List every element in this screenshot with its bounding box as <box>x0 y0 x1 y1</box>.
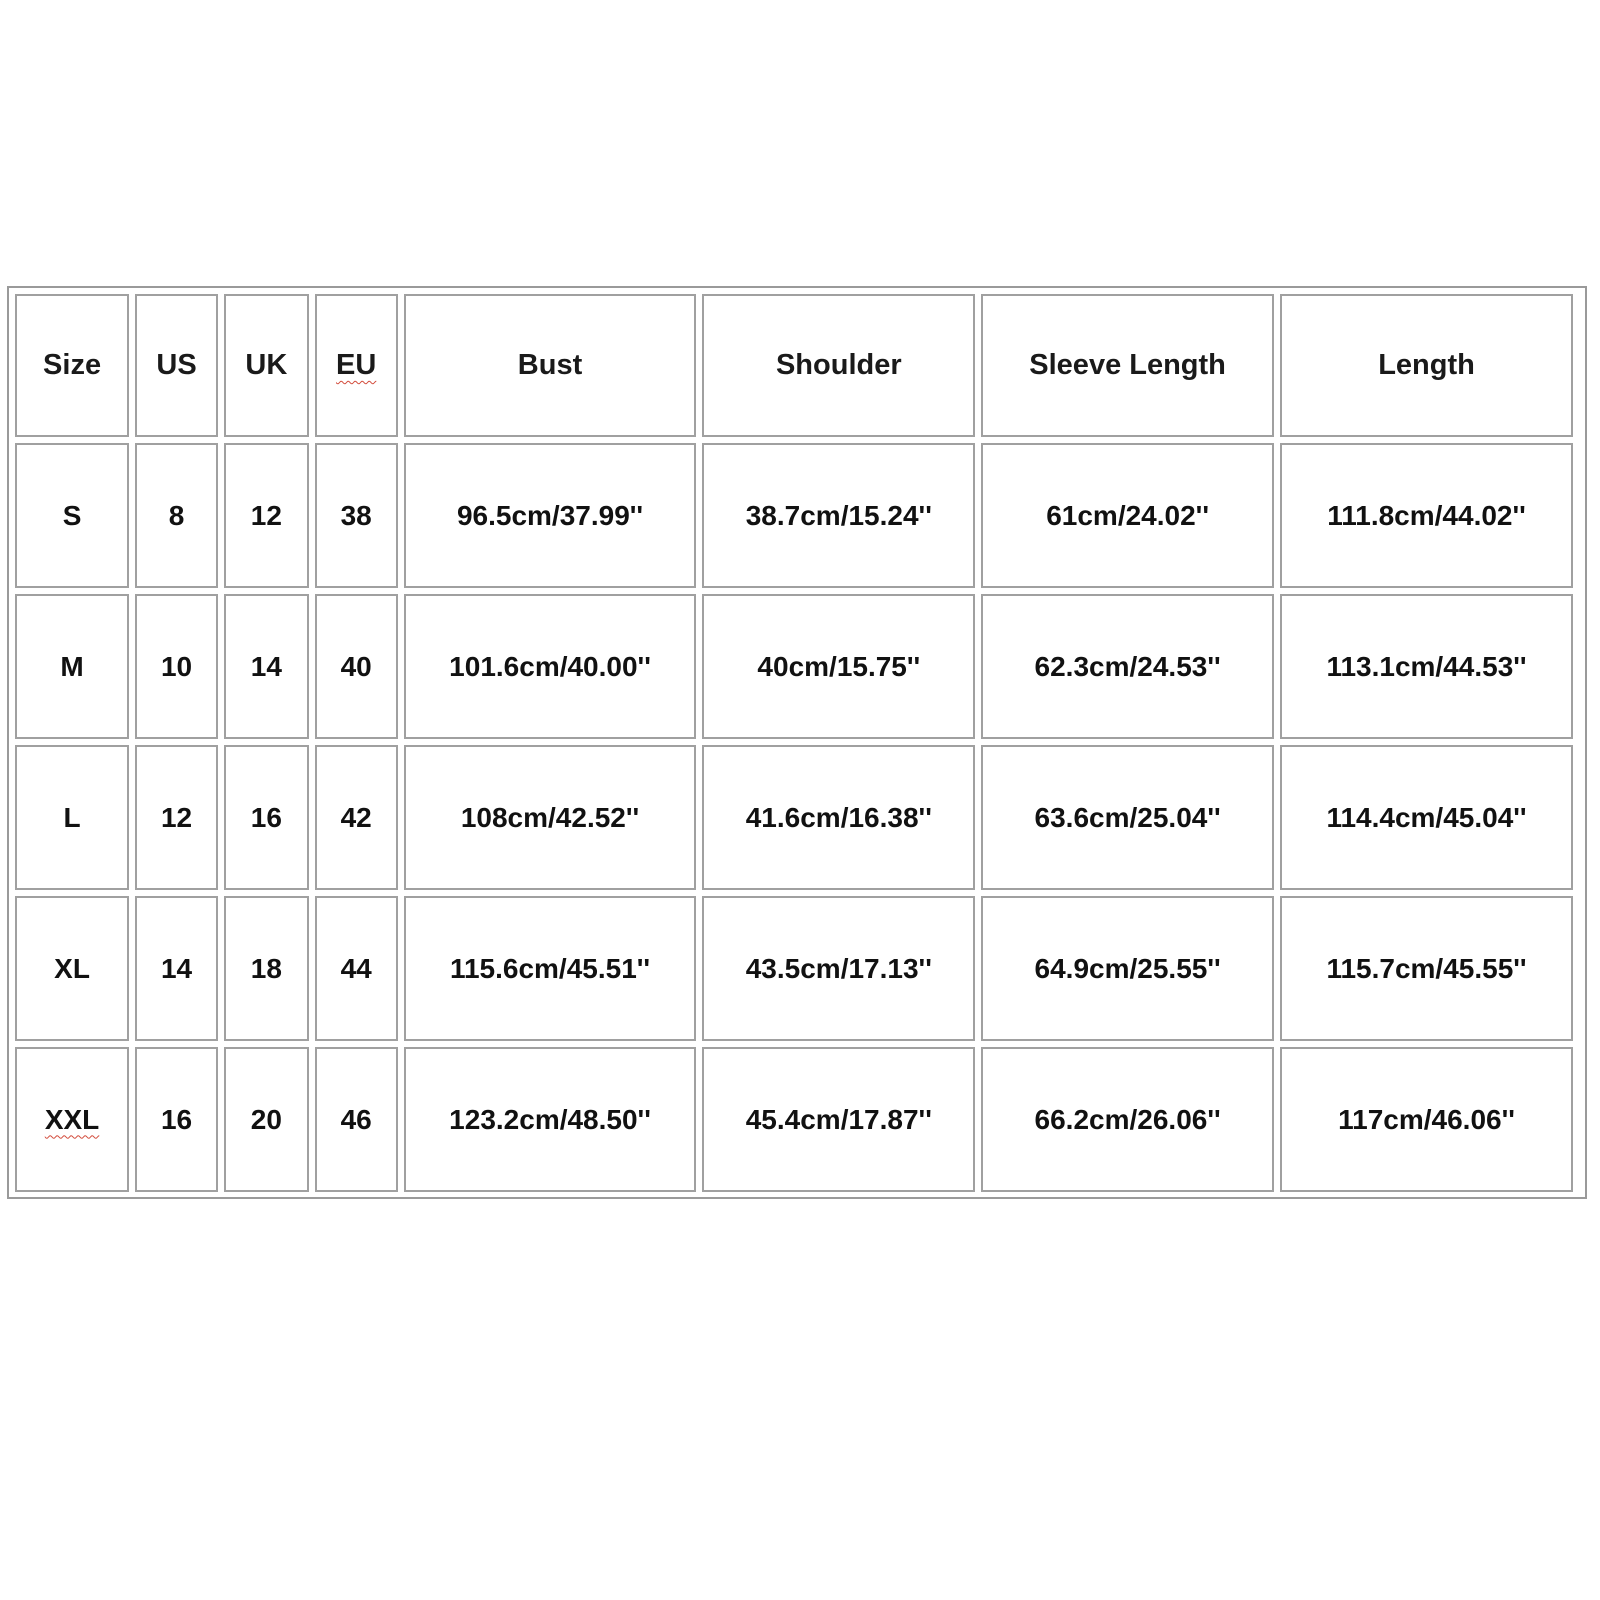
cell-sleeve-length: 62.3cm/24.53'' <box>981 594 1274 739</box>
cell-uk: 12 <box>224 443 309 588</box>
cell-shoulder: 41.6cm/16.38'' <box>702 745 975 890</box>
header-eu-label: EU <box>336 349 377 381</box>
cell-bust: 96.5cm/37.99'' <box>404 443 697 588</box>
header-us: US <box>135 294 218 437</box>
cell-uk: 14 <box>224 594 309 739</box>
cell-eu: 38 <box>315 443 398 588</box>
header-row <box>15 294 1573 437</box>
cell-us: 10 <box>135 594 218 739</box>
cell-bust: 115.6cm/45.51'' <box>404 896 697 1041</box>
cell-uk: 20 <box>224 1047 309 1192</box>
cell-sleeve-length: 64.9cm/25.55'' <box>981 896 1274 1041</box>
cell-uk: 18 <box>224 896 309 1041</box>
cell-size: M <box>15 594 129 739</box>
cell-shoulder: 38.7cm/15.24'' <box>702 443 975 588</box>
table-row <box>15 896 1573 1041</box>
header-shoulder: Shoulder <box>702 294 975 437</box>
size-chart-frame <box>7 286 1587 1199</box>
header-bust: Bust <box>404 294 697 437</box>
cell-size: XL <box>15 896 129 1041</box>
table-row <box>15 594 1573 739</box>
cell-us: 14 <box>135 896 218 1041</box>
cell-size-label: XXL <box>44 1103 100 1135</box>
cell-size <box>15 1047 129 1192</box>
cell-bust: 101.6cm/40.00'' <box>404 594 697 739</box>
cell-eu: 46 <box>315 1047 398 1192</box>
cell-shoulder: 45.4cm/17.87'' <box>702 1047 975 1192</box>
cell-length: 117cm/46.06'' <box>1280 1047 1573 1192</box>
cell-size: S <box>15 443 129 588</box>
cell-us: 12 <box>135 745 218 890</box>
cell-length: 115.7cm/45.55'' <box>1280 896 1573 1041</box>
size-chart-table <box>9 288 1579 1198</box>
table-row <box>15 1047 1573 1192</box>
cell-uk: 16 <box>224 745 309 890</box>
table-row <box>15 443 1573 588</box>
cell-length: 114.4cm/45.04'' <box>1280 745 1573 890</box>
cell-us: 16 <box>135 1047 218 1192</box>
cell-bust: 123.2cm/48.50'' <box>404 1047 697 1192</box>
table-row <box>15 745 1573 890</box>
cell-eu: 44 <box>315 896 398 1041</box>
cell-sleeve-length: 61cm/24.02'' <box>981 443 1274 588</box>
cell-length: 111.8cm/44.02'' <box>1280 443 1573 588</box>
cell-shoulder: 40cm/15.75'' <box>702 594 975 739</box>
cell-eu: 40 <box>315 594 398 739</box>
header-length: Length <box>1280 294 1573 437</box>
cell-length: 113.1cm/44.53'' <box>1280 594 1573 739</box>
cell-eu: 42 <box>315 745 398 890</box>
cell-us: 8 <box>135 443 218 588</box>
header-sleeve-length: Sleeve Length <box>981 294 1274 437</box>
cell-bust: 108cm/42.52'' <box>404 745 697 890</box>
cell-sleeve-length: 66.2cm/26.06'' <box>981 1047 1274 1192</box>
cell-sleeve-length: 63.6cm/25.04'' <box>981 745 1274 890</box>
cell-shoulder: 43.5cm/17.13'' <box>702 896 975 1041</box>
header-eu <box>315 294 398 437</box>
cell-size: L <box>15 745 129 890</box>
header-size: Size <box>15 294 129 437</box>
header-uk: UK <box>224 294 309 437</box>
